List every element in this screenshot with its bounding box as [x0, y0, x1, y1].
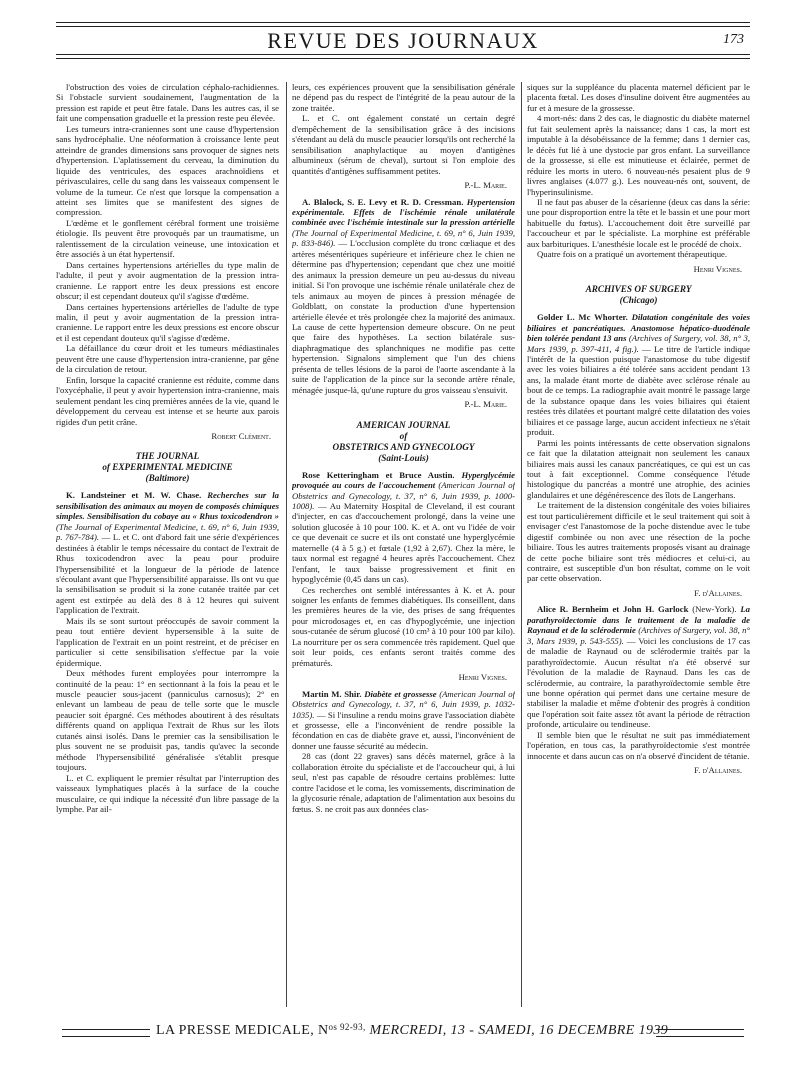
header-rule	[56, 26, 750, 27]
journal-city: (Baltimore)	[145, 473, 190, 484]
author-signature: P.-L. Marie.	[464, 180, 507, 191]
article-body: — Au Maternity Hospital de Cleveland, il est courant d'injecter, en cas d'accouchement prolongé, dans la veine une solution glucosée à 10 pour 100. K. et A. ont vu l'idée de voir ce que devenait ce sucre et ils ont constaté une hyperglycémie maternelle (4 à 5 g.) et fœtale (1,92 à 2,67). Chez la mère, le taux normal est regagné 4 heures après l'accouchement. Chez l'enfant, le taux baisse progressivement et finit en hypoglycémie (0,45 dans un cas).	[292, 500, 515, 585]
article-body: — L. et C. ont d'abord fait une série d'expériences destinées à établir le temps nécessaire du contact de l'extrait de Rhus toxicodendron avec la peau pour produire l'hypersensibilité et la longueur de la période de latence s'écoulant avant que l'hypersensibilité apparaisse. Ils ont vu que la sensibilisation se produit si la zone cutanée traitée par cet agent est extirpée au delà des 8 à 12 heures qui suivent l'application de l'extrait.	[56, 532, 279, 616]
article-title: Recherches sur la sensibilisation des animaux au moyen de composés chimiques simples. Sensibilisation du cobaye au « Rhus toxicodendron »	[56, 490, 279, 522]
article-title: La parathyroïdectomie dans le traitement de la maladie de Raynaud et de la sclérodermie	[527, 604, 750, 636]
author-signature: Robert Clément.	[211, 430, 271, 441]
article-body: — Si l'insuline a rendu moins grave l'association diabète et grossesse, elle a l'inconvénient de rendre possible la fécondation en cas de diabète grave et, aussi, l'inconvénient de donner une fausse sécurité au médecin.	[292, 709, 515, 751]
journal-name: AMERICAN JOURNAL	[356, 419, 451, 430]
column-divider	[286, 82, 287, 1007]
author-signature: P.-L. Marie.	[464, 399, 507, 410]
paragraph: Les tumeurs intra-craniennes sont une cause d'hypertension sans hydrocéphalie. Une néoformation à croissance lente peut atteindre de grandes dimensions sans provoquer de signes nets d'hypertension. L'aplatissement du cerveau, la diminution du liquide des ventricules, des espaces arachnoïdiens et périvasculaires, celle du sang dans les vaisseaux compensent le volume de la tumeur. Ce n'est que lorsque la compensation a atteint ses limites que se manifestent des signes de compression.	[56, 123, 279, 218]
column-3	[527, 82, 750, 1012]
paragraph: La défaillance du cœur droit et les tumeurs médiastinales peuvent être une cause d'hypertension intra-cranienne, par gêne de la circulation de retour.	[56, 343, 279, 375]
author-signature: Henri Vignes.	[693, 263, 742, 274]
article-citation: (American Journal of Obstetrics and Gynecology, t. 37, n° 6, Juin 1939, p. 1032-1035).	[292, 688, 515, 720]
footer-rule	[62, 1029, 150, 1037]
journal-city: (Saint-Louis)	[378, 452, 429, 463]
journal-section-heading	[527, 284, 750, 306]
journal-name: of EXPERIMENTAL MEDICINE	[102, 462, 233, 473]
column-1	[56, 82, 279, 1012]
journal-name: of	[399, 430, 408, 441]
footer-issue-sup: os 92-93,	[328, 1022, 366, 1032]
paragraph: Deux méthodes furent employées pour interrompre la continuité de la peau: 1° en sectionnant à la fois la peau et le muscle peaucier sous-jacent (panniculus carnosus); 2° en enlevant un lambeau de peau de telle sorte que le muscle peaucier soit épargné. Ces méthodes aboutirent à des résultats différents quand on appliqua l'extrait de Rhus sur les îlots cutanés ainsi isolés. Dans le premier cas la sensibilisation le plus souvent ne se produisit pas, tandis qu'avec la seconde méthode l'hypersensibilité généralisée s'établit presque toujours.	[56, 668, 279, 773]
journal-city: (Chicago)	[619, 295, 658, 306]
author-signature: Henri Vignes.	[458, 672, 507, 683]
journal-name: OBSTETRICS AND GYNECOLOGY	[332, 441, 475, 452]
article-abstract	[527, 312, 750, 437]
paragraph: Quatre fois on a pratiqué un avortement thérapeutique.	[537, 249, 728, 260]
article-citation: (The Journal of Experimental Medicine, t. 69, n° 6, Juin 1939, p. 833-846).	[292, 227, 515, 249]
article-abstract	[292, 689, 515, 752]
paragraph: siques sur la suppléance du placenta maternel déficient par le placenta fœtal. Les doses d'insuline doivent être augmentées au fur et à mesure de la grossesse.	[527, 82, 750, 113]
article-abstract	[527, 604, 750, 729]
paragraph: Il semble bien que le résultat ne suit pas immédiatement l'opération, en tous cas, la parathyroïdectomie s'est montrée innocente et dans aucun cas on n'a observé d'incident de tétanie.	[527, 729, 750, 761]
article-columns	[56, 82, 750, 1012]
journal-section-heading	[292, 420, 515, 464]
author-signature: F. d'Allaines.	[694, 765, 742, 776]
article-title: Dilatation congénitale des voies biliaires et pancréatiques. Anastomose hépatico-duodénale bien tolérée pendant 13 ans	[527, 312, 750, 344]
journal-page	[56, 20, 750, 1070]
paragraph: Enfin, lorsque la capacité cranienne est réduite, comme dans l'oxycéphalie, il peut y avoir hypertension intra-cranienne, mais seulement pendant les cinq premières années de la vie, quand le développement du cerveau est intense et se heurte aux parois rigides d'un petit crâne.	[56, 374, 279, 427]
paragraph: Il ne faut pas abuser de la césarienne (deux cas dans la série: une pour disproportion entre la tête et le bassin et une pour mort habituelle du fœtus). L'accouchement doit être surveillé par l'accoucheur et par le spécialiste. La morphine est préférable aux barbituriques. L'anesthésie locale est le procédé de choix.	[527, 196, 750, 249]
article-body: — Le titre de l'article indique l'intérêt de la question puisque l'anastomose du tube digestif avec les voies biliaires a été tolérée sans accident pendant 13 ans, la malade étant morte de diabète avec sclérose rénale au bout de ce temps. La radiographie avait montré le passage large de la substance opaque dans les voies biliaires qui étaient restées très dilatées et pourtant malgré cette dilatation des voies biliaires et ce passage large, aucun accident infectieux ne s'était produit.	[527, 343, 750, 438]
header-rule	[56, 58, 750, 59]
page-header	[56, 20, 750, 64]
journal-section-heading	[56, 451, 279, 484]
footer-date: MERCREDI, 13 - SAMEDI, 16 DECEMBRE 1939	[369, 1023, 669, 1038]
article-title: Hypertension expérimentale. Effets de l'ischémie rénale unilatérale combinée avec l'ischémie intestinale sur la pression artérielle	[292, 196, 515, 228]
footer-journal: LA PRESSE MEDICALE, N	[156, 1023, 329, 1038]
paragraph: Dans certaines hypertensions artérielles de l'adulte de type malin, il peut y avoir augmentation de la pression intra-cranienne. Le rapport entre les deux pressions est encore obscur et il est cependant douteux qu'il s'agisse d'œdème.	[56, 301, 279, 343]
article-citation: (Archives of Surgery, vol. 38, n° 3, Mars 1939, p. 543-555).	[527, 625, 750, 646]
article-citation: (Archives of Surgery, vol. 38, n° 3, Mars 1939, p. 397-411, 4 fig.).	[527, 333, 750, 354]
article-place: (New-York).	[692, 604, 737, 615]
paragraph: L'œdème et le gonflement cérébral forment une troisième étiologie. Ils peuvent être provoqués par un traumatisme, un ralentissement de la circulation veineuse, une intoxication et être associés à un état hypertensif.	[56, 217, 279, 260]
paragraph: Parmi les points intéressants de cette observation signalons ce fait que la dilatation atteignait non seulement les canaux biliaires mais aussi les canaux pancréatiques, ce qui est un cas tout à fait exceptionnel. Comme conséquence l'étude histologique du pancréas a montré une atrophie, des acinies glandulaires et une dégénérescence des îlots de Langerhans.	[527, 437, 750, 500]
journal-name: THE JOURNAL	[135, 451, 200, 462]
paragraph: L. et C. ont également constaté un certain degré d'empêchement de la sensibilisation grâce à des incisions s'étendant au delà du muscle peaucier lorsqu'ils ont recherché la sensibilisation anaphylactique au moyen d'antigènes albumineux (sérum de cheval), surtout si l'on emploie des quantités d'antigènes suffisamment petites.	[292, 113, 515, 176]
author-signature: F. d'Allaines.	[694, 587, 742, 598]
article-authors: Martin M. Shir.	[302, 688, 362, 699]
article-body: — Voici les conclusions de 17 cas de maladie de Raynaud ou de sclérodermie traités par la parathyroïdectomie. Aucun résultat n'a été observé sur l'évolution de la maladie de Raynaud. Dans les cas de sclérodermie, au contraire, la parathyroïdectomie semble être une bonne opération qui permet dans une certaine mesure de stabiliser la maladie et même d'obtenir des progrès à condition que l'opération soit faite assez tôt avant la période de rétraction profonde, articulaire ou tendineuse.	[527, 635, 750, 730]
article-title: Diabète et grossesse	[364, 688, 437, 699]
article-authors: Alice R. Bernheim et John H. Garlock	[537, 604, 689, 615]
journal-name: ARCHIVES OF SURGERY	[585, 284, 692, 295]
header-rule	[56, 22, 750, 23]
paragraph: 4 mort-nés: dans 2 des cas, le diagnostic du diabète maternel fut fait seulement après la naissance; dans 1 cas, la mort est imputable à la désobéissance de la femme; dans 1 dernier cas, le décès fut lié à une dystocie par gros enfant. La surveillance de la grossesse, si elle est minutieuse et éclairée, permet de réduire les morts in utero. 6 nouveau-nés pesaient plus de 9 livres anglaises (4.077 g.). Les nouveau-nés ont, souvent, de l'hyperinsulinisme.	[527, 113, 750, 197]
article-abstract	[292, 470, 515, 585]
article-authors: A. Blalock, S. E. Levy et R. D. Cressman.	[302, 196, 464, 207]
footer-publication	[156, 1022, 669, 1039]
page-footer	[56, 1022, 750, 1058]
article-title: Hyperglycémie provoquée au cours de l'accouchement	[292, 469, 515, 491]
article-abstract	[56, 490, 279, 615]
article-abstract	[292, 197, 515, 396]
article-citation: (The Journal of Experimental Medicine, t. 69, n° 6, Juin 1939, p. 767-784).	[56, 521, 279, 543]
page-number: 173	[723, 32, 744, 47]
article-authors: Golder L. Mc Whorter.	[537, 312, 628, 323]
paragraph: Mais ils se sont surtout préoccupés de savoir comment la peau tout entière devient hypersensible à la suite de l'application de l'extrait en un point restreint, et de préciser en particulier si cette sensibilisation s'effectue par la voie épidermique.	[56, 615, 279, 668]
paragraph: Dans certaines hypertensions artérielles du type malin de l'adulte, il peut y avoir augmentation de la pression intra-cranienne. Le rapport entre les deux pressions est encore obscur; il est cependant douteux qu'il s'agisse d'œdème.	[56, 259, 279, 302]
article-authors: Rose Ketteringham et Bruce Austin.	[302, 469, 455, 480]
page-title: REVUE DES JOURNAUX	[267, 28, 539, 53]
article-citation: (American Journal of Obstetrics and Gynecology, t. 37, n° 6, Juin 1939, p. 1000-1008).	[292, 480, 515, 511]
paragraph: L. et C. expliquent le premier résultat par l'interruption des vaisseaux lymphatiques placés à la surface de la couche musculaire, ce qui indique la nécessité d'un libre passage de la lymphe. Par ail-	[56, 772, 279, 814]
column-2	[292, 82, 515, 1012]
paragraph: Le traitement de la distension congénitale des voies biliaires est tout particulièrement difficile et le seul traitement qui soit à envisager c'est l'anastomose de la poche distendue avec le tube digestif combinée ou non avec une résection de la poche biliaire. Tous les autres traitements proposés visant au drainage de cette poche biliaire sont très médiocres et celui-ci, au contraire, est susceptible d'un bon résultat, comme on le voit par cette observation.	[527, 500, 750, 584]
column-divider	[521, 82, 522, 1007]
footer-rule	[656, 1029, 744, 1037]
article-body: — L'occlusion complète du tronc cœliaque et des artères mésentériques supérieure et inférieure chez le chien ne détermine pas d'hypertension; cependant que chez une moitié des animaux la pression demeure un peu au-dessus du niveau initial. Si l'on provoque une ischémie rénale unilatérale chez de tels animaux au moyen de pinces à pression ménagée de Goldblatt, on constate la production d'une hypertension artérielle élevée et très prolongée chez la majorité des animaux. La cause de cette hypertension demeure obscure. On ne peut que faire des hypothèses. La section bilatérale sus-diaphragmatique des splanchniques ne modifie pas cette hypertension. Signalons simplement que l'un des chiens présenta de telles lésions de la paroi de l'aorte ascendante à la suite de l'application de la pince sur la seconde artère rénale, ménagée jusque-là, qu'une rupture du gros vaisseau s'ensuivit.	[292, 238, 515, 395]
paragraph: Ces recherches ont semblé intéressantes à K. et A. pour soigner les enfants de femmes diabétiques. Ils conseillent, dans les premières heures de la vie, des prises de sang fréquentes pour microdosages et, en cas d'hypoglycémie, une injection sous-cutanée de sérum glucosé (10 cm³ à 10 pour 100 par kilo). La nourriture per os sera commencée très rapidement. Quel que soit leur poids, ces enfants seront traités comme des prématurés.	[292, 584, 515, 668]
article-authors: K. Landsteiner et M. W. Chase.	[66, 490, 202, 501]
header-rule	[56, 54, 750, 55]
paragraph: leurs, ces expériences prouvent que la sensibilisation générale ne dépend pas du respect de l'intégrité de la peau autour de la zone traitée.	[292, 82, 515, 113]
paragraph: 28 cas (dont 22 graves) sans décès maternel, grâce à la collaboration étroite du spécialiste et de l'accoucheur qui, à lui seul, n'est pas capable de résoudre certains problèmes: lutte contre l'acidose et le coma, les vomissements, discrimination de la glycosurie rénale, adaptation de l'alimentation aux besoins du fœtus. S. ne croit pas aux données clas-	[292, 751, 515, 814]
paragraph: l'obstruction des voies de circulation céphalo-rachidiennes. Si l'obstacle survient soudainement, l'augmentation de la pression est rapide et peut être fatale. Dans les autres cas, il se fait une compensation graduelle et la pression reste peu élevée.	[56, 82, 279, 124]
